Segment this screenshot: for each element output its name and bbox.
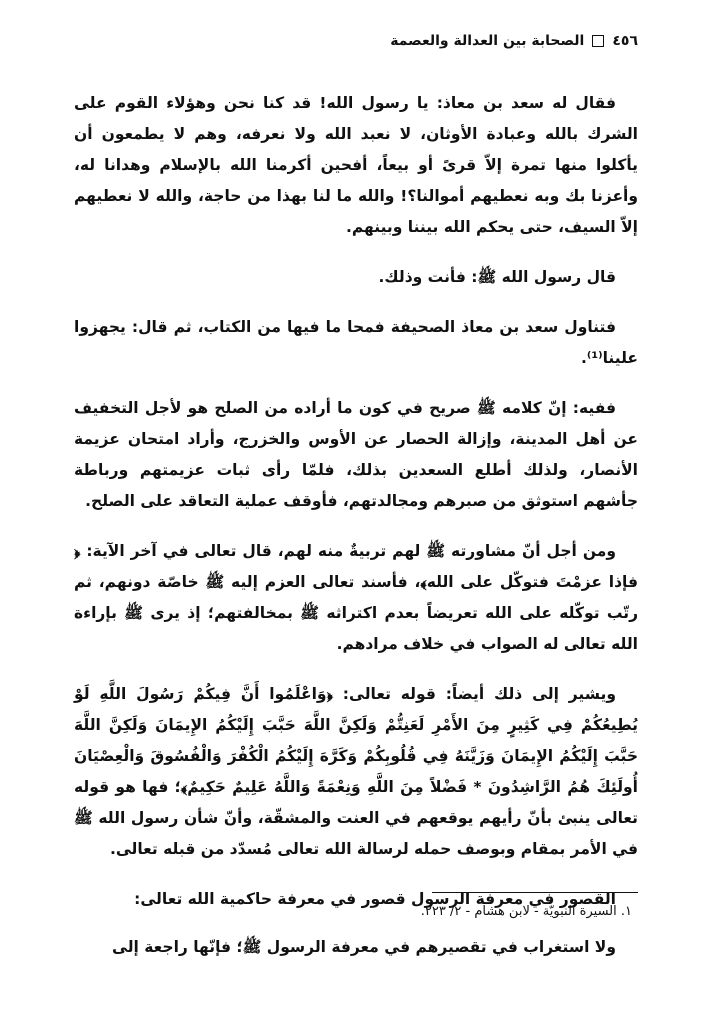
paragraph-sahifa: فتناول سعد بن معاذ الصحيفة فمحا ما فيها من الكتاب، ثم قال: يجهزوا علينا⁽¹⁾.	[74, 318, 638, 367]
paragraph-continuation: ولا استغراب في تقصيرهم في معرفة الرسول ﷺ؛ فإنّها راجعة إلى	[112, 938, 616, 956]
page-body	[74, 88, 638, 982]
footnote-divider	[432, 892, 638, 893]
paragraph-saad-reply: فقال له سعد بن معاذ: يا رسول الله! قد كنا نحن وهؤلاء القوم على الشرك بالله وعبادة الأوثان، لا نعبد الله ولا نعرفه، وهم لا يطمعون أن يأكلوا منها تمرة إلاّ قرىً أو بيعاً، أفحين أكرمنا الله بالإسلام وهدانا له، وأعزنا بك وبه نعطيهم أموالنا؟! والله ما لنا بهذا من حاجة، والله لا نعطيهم إلاّ السيف، حتى يحكم الله بيننا وبينهم.	[74, 94, 638, 236]
header-square-icon	[592, 35, 604, 47]
paragraph-prophet-reply: قال رسول الله ﷺ: فأنت وذلك.	[378, 268, 616, 286]
footnote: ١. السيرة النبويّة - لابن هشام - ٢/ ٢٢٣.	[420, 904, 632, 919]
section-heading: القصور في معرفة الرسول قصور في معرفة حاكمية الله تعالى:	[134, 890, 616, 908]
page-number: ٤٥٦	[612, 33, 638, 49]
running-header	[78, 30, 638, 52]
book-title: الصحابة بين العدالة والعصمة	[390, 33, 585, 49]
paragraph-quran-verse: ويشير إلى ذلك أيضاً: قوله تعالى: ﴿وَاعْلَمُوا أَنَّ فِيكُمْ رَسُولَ اللَّهِ لَوْ يُطِيعُكُمْ فِي كَثِيرٍ مِنَ الأَمْرِ لَعَنِتُّمْ وَلَكِنَّ اللَّهَ حَبَّبَ إِلَيْكُمُ الإِيمَانَ وَلَكِنَّ اللَّهَ حَبَّبَ إِلَيْكُمُ الإِيمَانَ وَزَيَّنَهُ فِي قُلُوبِكُمْ وَكَرَّهَ إِلَيْكُمُ الْكُفْرَ وَالْفُسُوقَ وَالْعِصْيَانَ أُولَئِكَ هُمُ الرَّاشِدُونَ * فَضْلاً مِنَ اللَّهِ وَنِعْمَةً وَاللَّهُ عَلِيمٌ حَكِيمٌ﴾؛ فها هو قوله تعالى ينبئ بأنّ رأيهم يوقعهم في العنت والمشقّة، وأنّ شأن رسول الله ﷺ في الأمر بمقام وبوصف حمله لرسالة الله تعالى مُسدّد من قبله تعالى.	[74, 685, 638, 858]
paragraph-analysis: ففيه: إنّ كلامه ﷺ صريح في كون ما أراده من الصلح هو لأجل التخفيف عن أهل المدينة، وإزالة الحصار عن الأوس والخزرج، وأراد امتحان عزيمة الأنصار، ولذلك أطلع السعدين بذلك، فلمّا رأى ثبات عزيمتهم ورباطة جأشهم استوثق من صبرهم ومجالدتهم، فأوقف عملية التعاقد على الصلح.	[74, 399, 638, 510]
paragraph-consultation: ومن أجل أنّ مشاورته ﷺ لهم تربيةٌ منه لهم، قال تعالى في آخر الآية: ﴿ فإذا عزمْتَ فتوكّل على الله﴾، فأسند تعالى العزم إليه ﷺ خاصّة دونهم، ثم رتّب توكّله على الله تعريضاً بعدم اكتراثه ﷺ بمخالفتهم؛ إذ يرى ﷺ بإراءة الله تعالى له الصواب في خلاف مرادهم.	[74, 542, 638, 653]
